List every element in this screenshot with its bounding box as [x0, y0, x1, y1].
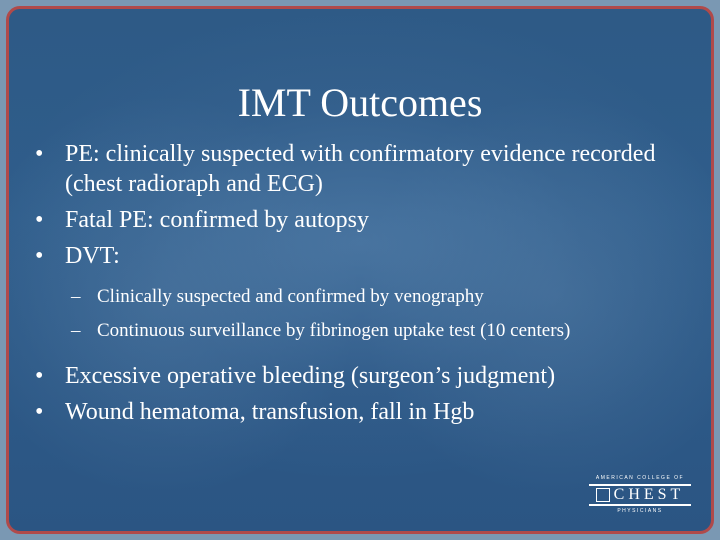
bullet-marker: • [35, 243, 44, 269]
bullet-text: Wound hematoma, transfusion, fall in Hgb [65, 399, 475, 425]
bullet-item [31, 139, 691, 199]
sub-bullet-text: Continuous surveillance by fibrinogen uptake test (10 centers) [97, 320, 571, 341]
bullet-list [31, 139, 691, 433]
bullet-text: Fatal PE: confirmed by autopsy [65, 207, 369, 233]
logo-wordmark [589, 484, 691, 506]
logo-word: CHEST [613, 486, 685, 503]
slide-canvas [6, 6, 714, 534]
bullet-text: PE: clinically suspected with confirmatory evidence recorded (chest radioraph and ECG) [65, 141, 656, 197]
sub-bullet-marker: – [71, 286, 81, 307]
bullet-marker: • [35, 399, 44, 425]
logo-emblem-icon [596, 488, 610, 502]
sub-bullet-text: Clinically suspected and confirmed by venography [97, 286, 484, 307]
slide-title: IMT Outcomes [237, 80, 483, 125]
bullet-marker: • [35, 363, 44, 389]
logo-top-text: AMERICAN COLLEGE OF [595, 475, 685, 481]
bullet-marker: • [35, 207, 44, 233]
bullet-text: DVT: [65, 243, 120, 269]
bullet-item [31, 361, 691, 391]
bullet-item [31, 205, 691, 235]
bullet-item [31, 397, 691, 427]
bullet-item [31, 241, 691, 271]
logo-bottom-text: PHYSICIANS [617, 508, 663, 514]
chest-logo [589, 475, 691, 517]
bullet-marker: • [35, 141, 44, 167]
sub-bullet-item [71, 319, 691, 343]
sub-bullet-marker: – [71, 320, 81, 341]
sub-bullet-item [71, 285, 691, 309]
bullet-text: Excessive operative bleeding (surgeon’s judgment) [65, 363, 556, 389]
